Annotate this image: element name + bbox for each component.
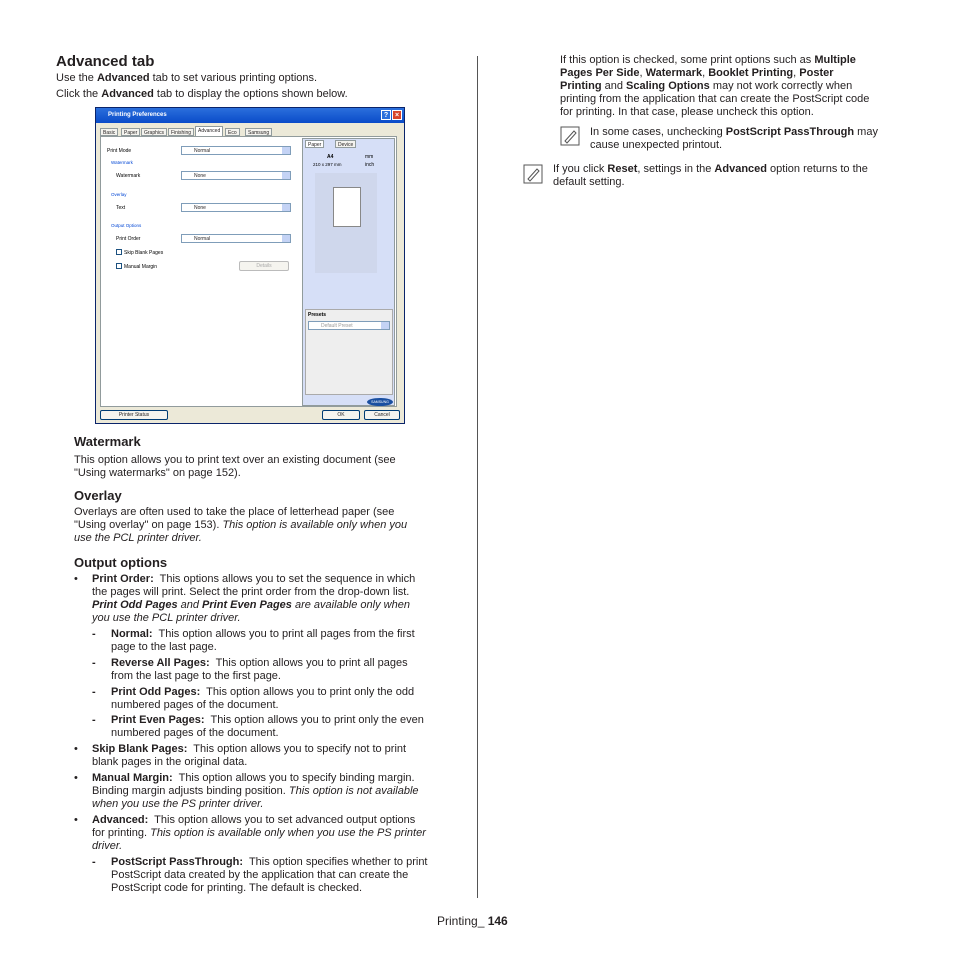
reverse-line-1: Reverse All Pages: This option allows you to print all pages (111, 657, 408, 669)
bullet: • (74, 573, 78, 585)
dash: - (92, 714, 96, 726)
note2-line-2: default setting. (553, 176, 625, 188)
presets-select: Default Preset (308, 321, 390, 330)
overlay-text-3: use the PCL printer driver. (74, 532, 202, 544)
skip-blank-label: Skip Blank Pages (124, 250, 164, 256)
note-icon (523, 164, 543, 184)
text-label: Text (116, 205, 126, 211)
even-line-1: Print Even Pages: This option allows you to print only the even (111, 714, 424, 726)
skip-blank-line-1: Skip Blank Pages: This option allows you to specify not to print (92, 743, 407, 755)
print-order-line-1: Print Order: This options allows you to set the sequence in which (92, 573, 416, 585)
overlay-heading: Overlay (74, 488, 122, 503)
print-order-select: Normal (181, 234, 291, 243)
page-preview (315, 173, 377, 273)
note1-line-2: cause unexpected printout. (590, 139, 723, 151)
dash: - (92, 657, 96, 669)
intro-line-1: Use the Advanced tab to set various printing options. (56, 72, 318, 84)
presets-label: Presets (308, 312, 327, 318)
skip-blank-line-2: blank pages in the original data. (92, 756, 248, 768)
right-para-line-1: If this option is checked, some print options such as Multiple (560, 54, 856, 66)
presets-box (305, 309, 393, 395)
right-para-line-4: printing from the application that can create the PostScript code (560, 93, 870, 105)
output-options-heading: Output options (74, 555, 168, 570)
samsung-logo: SAMSUNG (367, 398, 393, 406)
advanced-line-2: for printing. This option is available only when you use the PS printer (92, 827, 426, 839)
overlay-group-label: Overlay (111, 192, 127, 197)
even-line-2: numbered pages of the document. (111, 727, 279, 739)
watermark-text-2: "Using watermarks" on page 152). (74, 467, 241, 479)
normal-line-1: Normal: This option allows you to print all pages from the first (111, 628, 415, 640)
tab-graphics: Graphics (141, 128, 167, 136)
printer-status-button: Printer Status (100, 410, 168, 420)
print-order-label: Print Order (116, 236, 141, 242)
advanced-line-1: Advanced: This option allows you to set advanced output options (92, 814, 416, 826)
dash: - (92, 856, 96, 868)
manual-margin-line-1: Manual Margin: This option allows you to specify binding margin. (92, 772, 415, 784)
output-options-group-label: Output Options (111, 223, 142, 228)
print-order-line-3: Print Odd Pages and Print Even Pages are available only when (92, 599, 410, 611)
normal-line-2: page to the last page. (111, 641, 217, 653)
watermark-heading: Watermark (74, 434, 141, 449)
skip-blank-checkbox (116, 249, 122, 255)
odd-line-2: numbered pages of the document. (111, 699, 279, 711)
passthrough-line-2: PostScript data created by the application that can create the (111, 869, 409, 881)
tab-basic: Basic (100, 128, 118, 136)
manual-margin-line-3: when you use the PS printer driver. (92, 798, 264, 810)
tab-paper: Paper (121, 128, 140, 136)
dash: - (92, 628, 96, 640)
reverse-line-2: from the last page to the first page. (111, 670, 281, 682)
passthrough-line-1: PostScript PassThrough: This option specifies whether to print (111, 856, 428, 868)
cancel-button: Cancel (364, 410, 400, 420)
column-divider (477, 56, 478, 898)
note1-line-1: In some cases, unchecking PostScript PassThrough may (590, 126, 878, 138)
right-para-line-5: for printing. In that case, please uncheck this option. (560, 106, 814, 118)
preview-tab-device: Device (335, 140, 356, 148)
manual-margin-line-2: Binding margin adjusts binding position. This option is not available (92, 785, 419, 797)
preview-pane (302, 138, 395, 406)
unit-mm: mm (365, 154, 374, 160)
overlay-text-select: None (181, 203, 291, 212)
right-para-line-3: Printing and Scaling Options may not work correctly when (560, 80, 853, 92)
watermark-select: None (181, 171, 291, 180)
tab-eco: Eco (225, 128, 240, 136)
intro-line-2: Click the Advanced tab to display the options shown below. (56, 88, 348, 100)
dialog-titlebar (96, 108, 404, 123)
tab-advanced: Advanced (195, 126, 223, 137)
preview-tab-paper: Paper (305, 140, 324, 148)
section-heading: Advanced tab (56, 53, 155, 70)
bullet: • (74, 814, 78, 826)
dialog-title: Printing Preferences (108, 112, 167, 118)
paper-size: A4 (327, 154, 334, 160)
bullet: • (74, 743, 78, 755)
bullet: • (74, 772, 78, 784)
odd-line-1: Print Odd Pages: This option allows you to print only the odd (111, 686, 415, 698)
manual-margin-checkbox (116, 263, 122, 269)
unit-inch: inch (365, 162, 375, 168)
help-icon: ? (381, 110, 391, 120)
manual-margin-label: Manual Margin (124, 264, 158, 270)
overlay-text-1: Overlays are often used to take the place of letterhead paper (see (74, 506, 395, 518)
passthrough-line-3: PostScript code for printing. The default is checked. (111, 882, 363, 894)
watermark-label: Watermark (116, 173, 141, 179)
print-order-line-4: you use the PCL printer driver. (92, 612, 241, 624)
details-button: Details (239, 261, 289, 271)
overlay-text-2: "Using overlay" on page 153). This option is available only when you (74, 519, 408, 531)
footer-section: Printing_ (437, 914, 488, 928)
dash: - (92, 686, 96, 698)
page-number: 146 (487, 914, 508, 928)
watermark-text-1: This option allows you to print text over an existing document (see (74, 454, 396, 466)
watermark-group-label: Watermark (111, 160, 133, 165)
print-mode-label: Print Mode (107, 148, 132, 154)
tab-finishing: Finishing (168, 128, 194, 136)
print-order-line-2: the pages will print. Select the print order from the drop-down list. (92, 586, 410, 598)
close-icon: × (392, 110, 402, 120)
advanced-line-3: driver. (92, 840, 123, 852)
tab-samsung: Samsung (245, 128, 272, 136)
page-footer (437, 914, 508, 928)
right-para-line-2: Pages Per Side, Watermark, Booklet Printing, Poster (560, 67, 834, 79)
note2-line-1: If you click Reset, settings in the Advanced option returns to the (553, 163, 868, 175)
print-mode-select: Normal (181, 146, 291, 155)
paper-dims: 210 x 297 mm (313, 162, 342, 167)
note-icon (560, 126, 580, 146)
ok-button: OK (322, 410, 360, 420)
printing-preferences-screenshot (95, 107, 405, 424)
